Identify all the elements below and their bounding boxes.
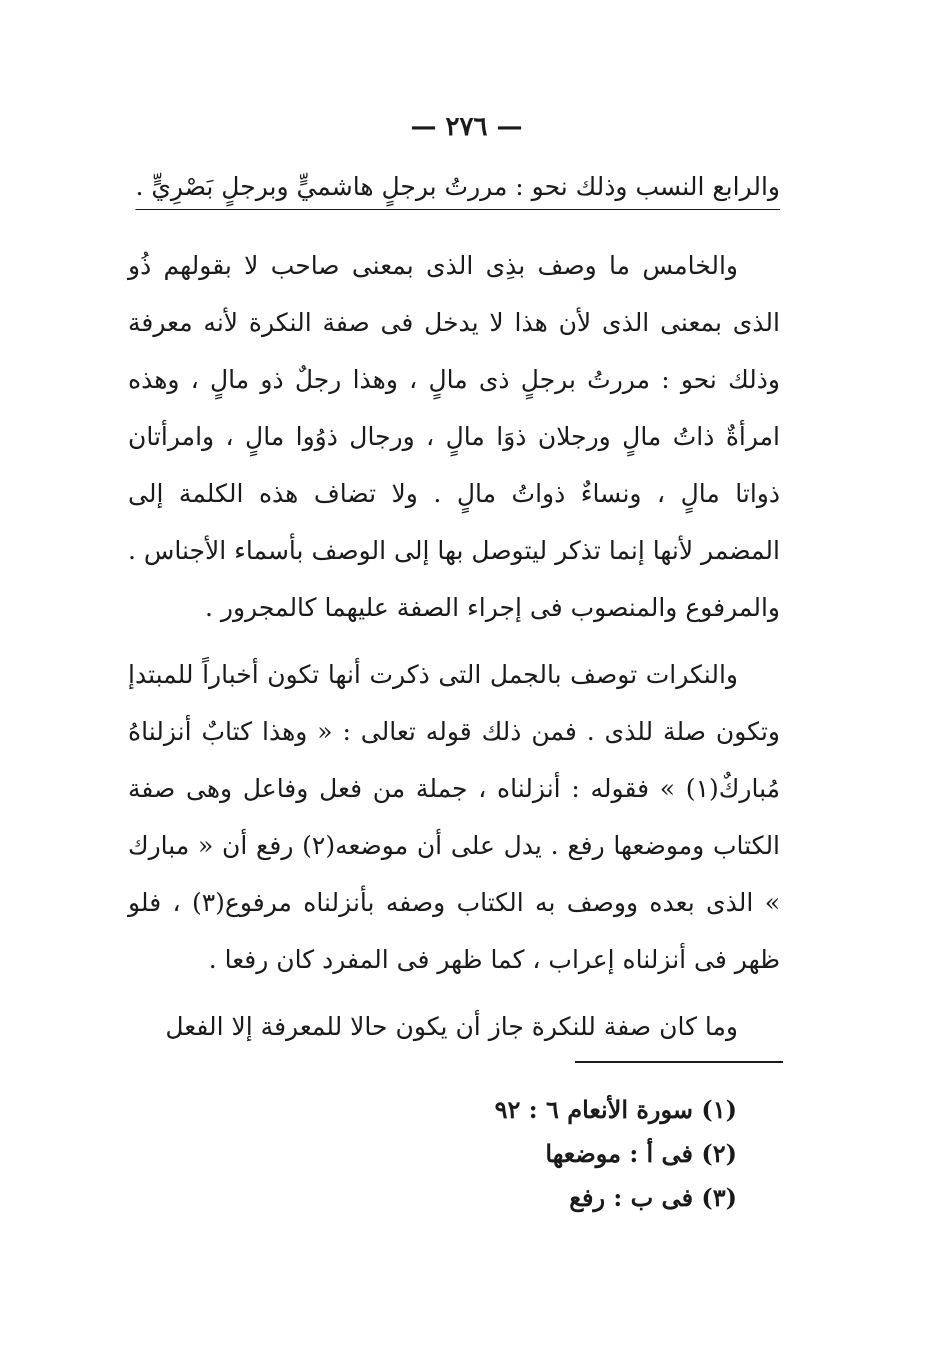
paragraph-jumal: والنكرات توصف بالجمل التى ذكرت أنها تكون أخباراً للمبتدإ وتكون صلة للذى . فمن ذلك قوله تعالى : « وهذا كتابٌ أنزلناهُ مُباركٌ(١) » فقوله : أنزلناه ، جملة من فعل وفاعل وهى صفة الكتاب وموضعها رفع . يدل على أن موضعه(٢) رفع أن « مبارك » الذى بعده ووصف به الكتاب وصفه بأنزلناه مرفوع(٣) ، فلو ظهر فى أنزلناه إعراب ، كما ظهر فى المفرد كان رفعا .: [128, 660, 781, 974]
paragraph-dhu: والخامس ما وصف بذِى الذى بمعنى صاحب لا بقولهم ذُو الذى بمعنى الذى لأن هذا لا يدخل فى صفة النكرة لأنه معرفة وذلك نحو : مررتُ برجلٍ ذى مالٍ ، وهذا رجلٌ ذو مالٍ ، وهذه امرأةٌ ذاتُ مالٍ ورجلان ذوَا مالٍ ، ورجال ذوُوا مالٍ ، وامرأتان ذواتا مالٍ ، ونساءٌ ذواتُ مالٍ . ولا تضاف هذه الكلمة إلى المضمر لأنها إنما تذكر ليتوصل بها إلى الوصف بأسماء الأجناس . والمرفوع والمنصوب فى إجراء الصفة عليهما كالمجرور .: [127, 251, 780, 622]
footnote-divider: [575, 1061, 783, 1063]
footnote-1: (١) سورة الأنعام ٦ : ٩٢: [494, 1095, 737, 1124]
footnotes: [417, 1088, 737, 1220]
body-text: [128, 158, 780, 1065]
paragraph-hal: وما كان صفة للنكرة جاز أن يكون حالا للمعرفة إلا الفعل: [165, 1012, 738, 1041]
page-number: — ٢٧٦ —: [410, 112, 523, 142]
footnote-2: (٢) فى أ : موضعها: [545, 1139, 737, 1168]
footnote-3: (٣) فى ب : رفع: [569, 1183, 737, 1212]
paragraph-nisba: والرابع النسب وذلك نحو : مررتُ برجلٍ هاشميٍّ وبرجلٍ بَصْرِيٍّ .: [135, 172, 780, 201]
